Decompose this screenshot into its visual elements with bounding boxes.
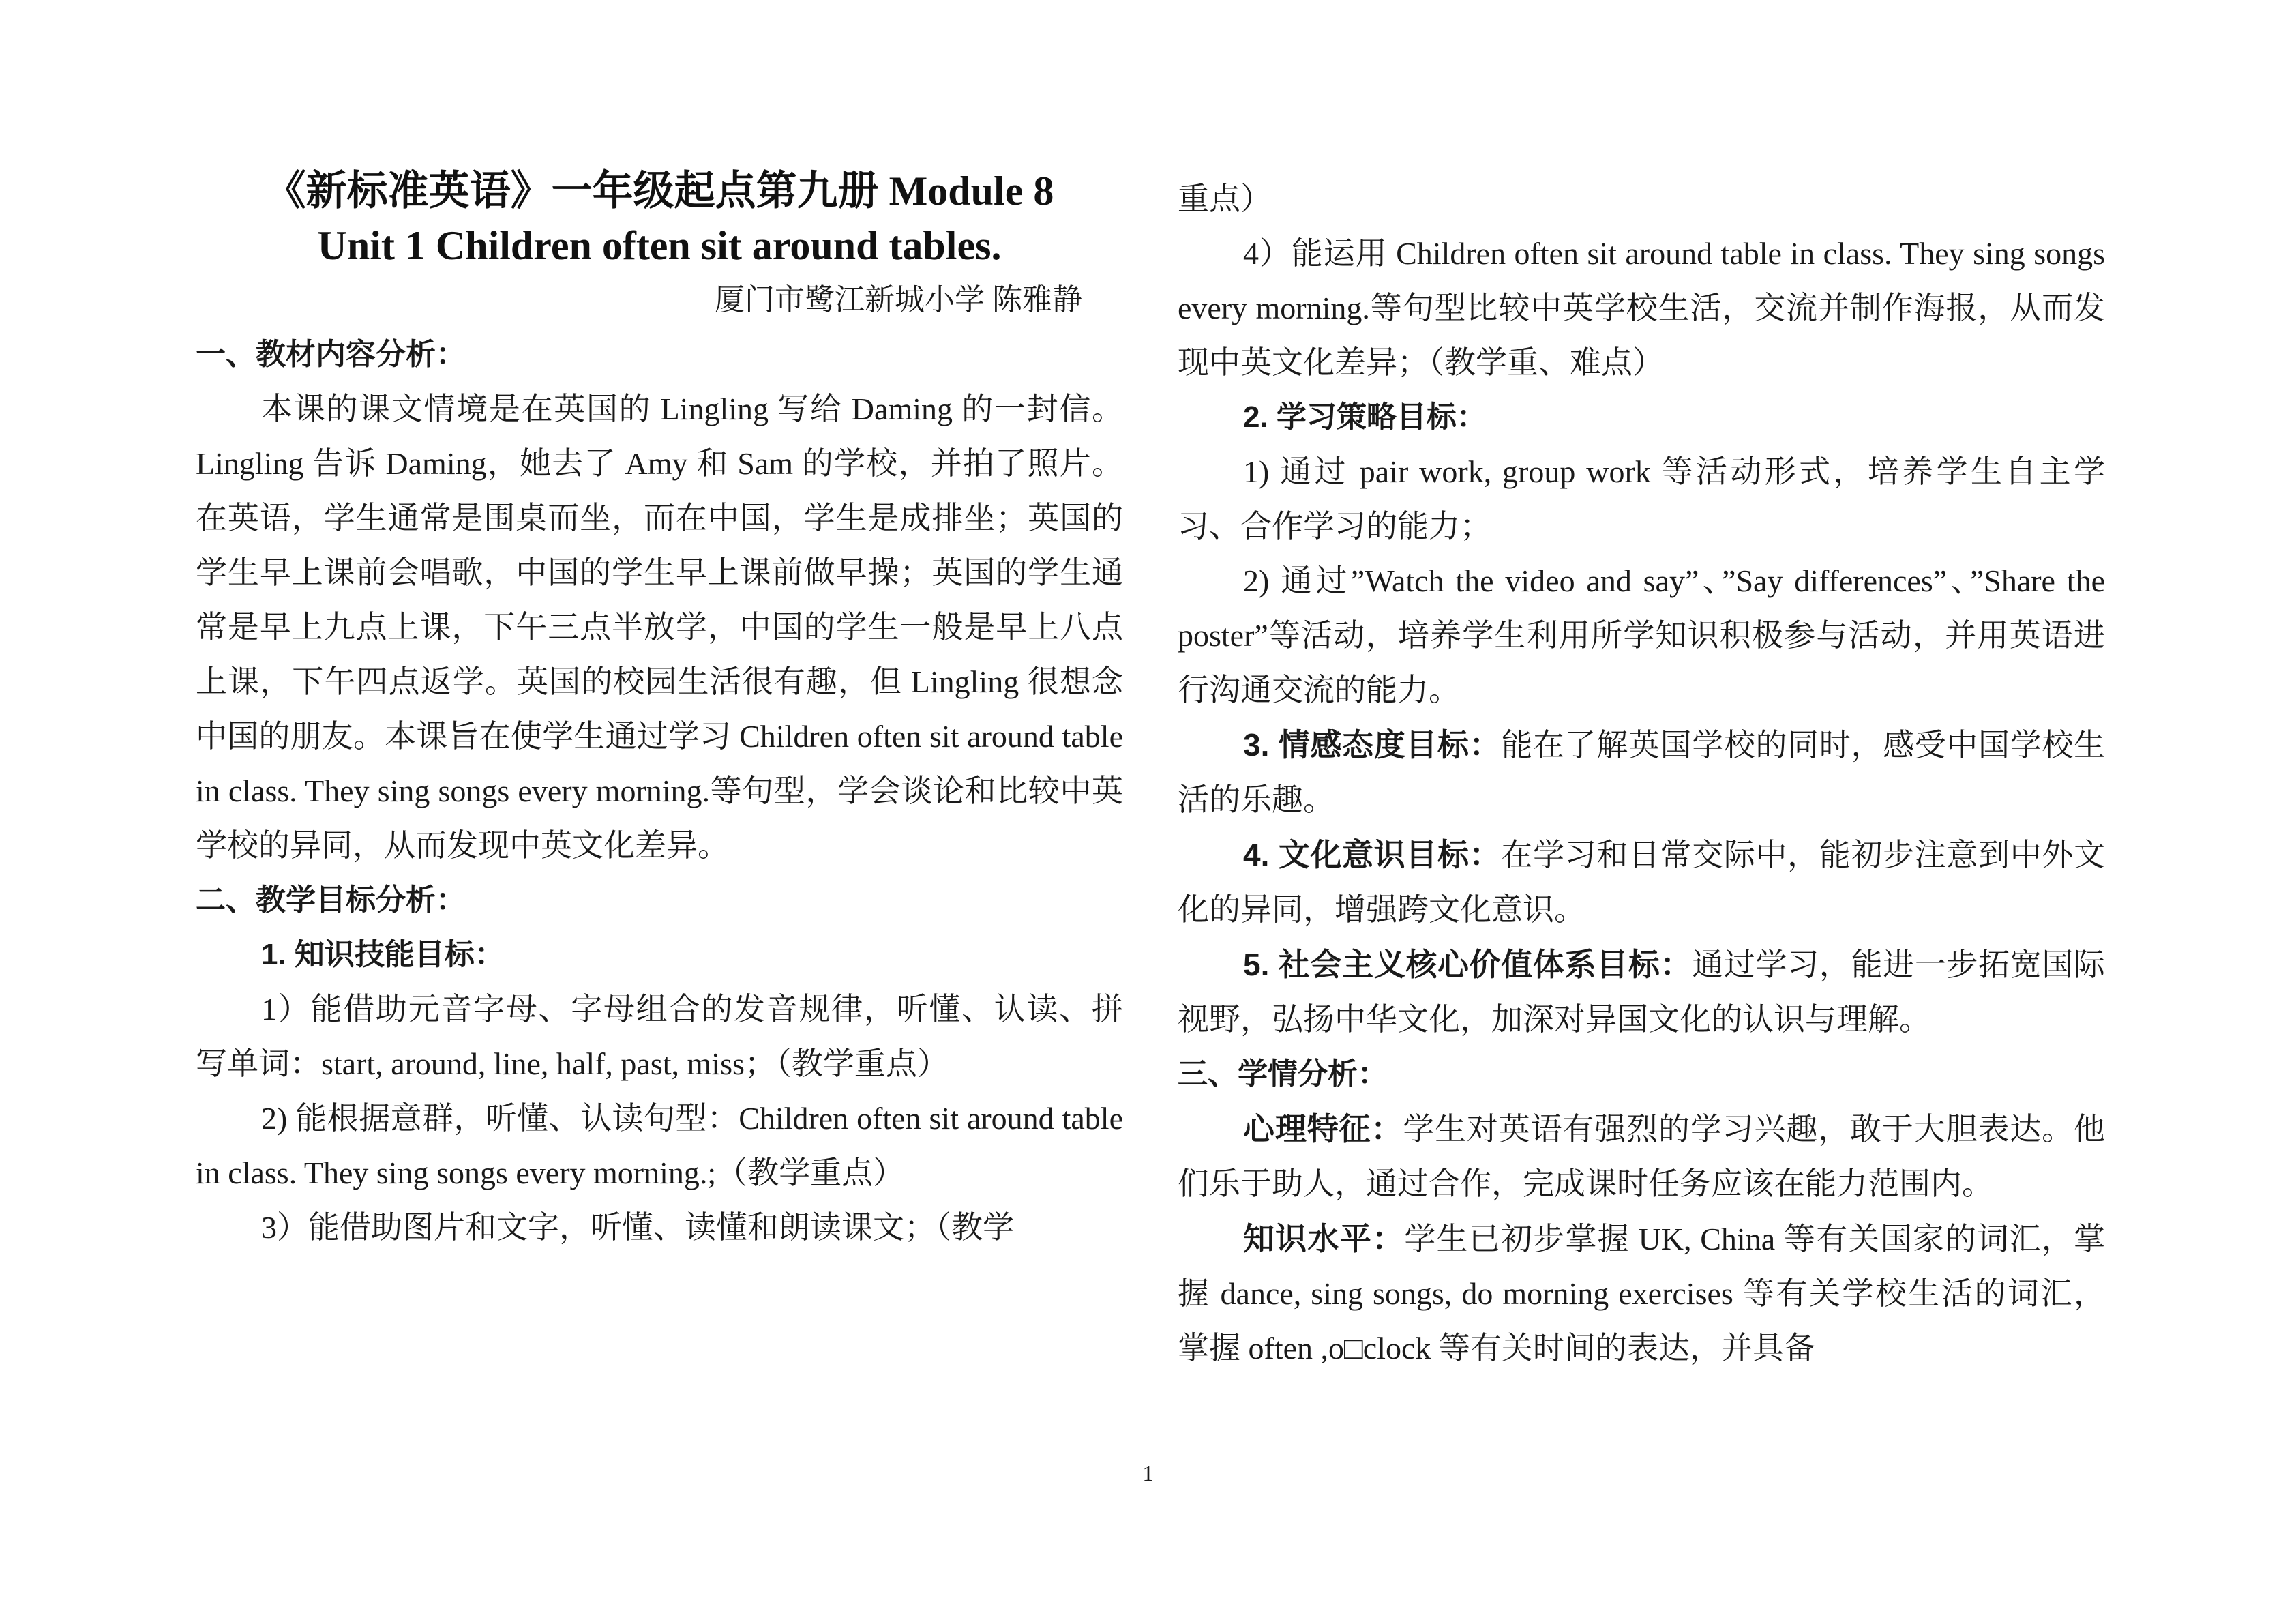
goal-1-item-4: 4）能运用 Children often sit around table in class. They sing songs every morning.等句型比较中英学校生活，交流并制作海报，从而发现中英文化差异；（教学重、难点） <box>1178 236 2105 380</box>
section-1-body: 本课的课文情境是在英国的 Lingling 写给 Daming 的一封信。Lingling 告诉 Daming，她去了 Amy 和 Sam 的学校，并拍了照片。在英语，学生通常是围桌而坐，而在中国，学生是成排坐；英国的学生早上课前会唱歌，中国的学生早上课前做早操；英国的学生通常是早上九点上课，下午三点半放学，中国的学生一般是早上八点上课，下午四点返学。英国的校园生活很有趣，但 Lingling 很想念中国的朋友。本课旨在使学生通过学习 Children often sit around table in class. They sing songs every morning.等句型，学会谈论和比较中英学校的异同，从而发现中英文化差异。 <box>196 392 1123 863</box>
title-line-1: 《新标准英语》一年级起点第九册 Module 8 <box>265 168 1054 213</box>
knowledge-body: 学生已初步掌握 UK, China 等有关国家的词汇，掌握 dance, sing songs, do morning exercises 等有关学校生活的词汇，掌握 often ,o□clock 等有关时间的表达，并具备 <box>1178 1222 2105 1365</box>
goal-2-item-2: 2) 通过”Watch the video and say”、”Say differences”、”Share the poster”等活动，培养学生利用所学知识积极参与活动，并用英语进行沟通交流的能力。 <box>1178 563 2105 707</box>
knowledge-lead: 知识水平： <box>1243 1221 1405 1256</box>
goal-5-body: 通过学习，能进一步拓宽国际视野，弘扬中华文化，加深对异国文化的认识与理解。 <box>1178 947 2105 1037</box>
goal-5-lead: 5. 社会主义核心价值体系目标： <box>1243 947 1693 982</box>
goal-3 <box>1178 718 2105 827</box>
goal-1-item-3: 3）能借助图片和文字，听懂、读懂和朗读课文；（教学 <box>261 1210 1014 1245</box>
goal-1-item-2: 2) 能根据意群，听懂、认读句型：Children often sit around table in class. They sing songs every morning.;（教学重点） <box>196 1101 1123 1190</box>
document-title <box>196 164 1123 273</box>
section-1-heading: 一、教材内容分析： <box>196 338 466 371</box>
psychology-paragraph <box>1178 1102 2105 1211</box>
psychology-lead: 心理特征： <box>1243 1111 1403 1147</box>
page-number: 1 <box>1142 1461 1154 1486</box>
goal-1-heading: 1. 知识技能目标： <box>261 938 505 971</box>
goal-3-body: 能在了解英国学校的同时，感受中国学校生活的乐趣。 <box>1178 728 2105 817</box>
goal-2-heading: 2. 学习策略目标： <box>1243 400 1487 434</box>
psychology-body: 学生对英语有强烈的学习兴趣，敢于大胆表达。他们乐于助人，通过合作，完成课时任务应该在能力范围内。 <box>1178 1112 2106 1201</box>
knowledge-paragraph <box>1178 1211 2105 1376</box>
left-column <box>196 164 1123 1255</box>
goal-5 <box>1178 937 2105 1047</box>
continued-line: 重点） <box>1178 181 1272 216</box>
section-2-heading: 二、教学目标分析： <box>196 883 466 917</box>
goal-2-item-1: 1) 通过 pair work, group work 等活动形式，培养学生自主学习、合作学习的能力； <box>1178 454 2105 544</box>
goal-4 <box>1178 827 2105 937</box>
goal-4-body: 在学习和日常交际中，能初步注意到中外文化的异同，增强跨文化意识。 <box>1178 838 2105 927</box>
section-3-heading: 三、学情分析： <box>1178 1057 1388 1091</box>
goal-1-item-1: 1）能借助元音字母、字母组合的发音规律，听懂、认读、拼写单词：start, around, line, half, past, miss；（教学重点） <box>196 992 1123 1081</box>
title-line-2: Unit 1 Children often sit around tables. <box>317 223 1002 268</box>
goal-4-lead: 4. 文化意识目标： <box>1243 837 1502 872</box>
goal-3-lead: 3. 情感态度目标： <box>1243 727 1502 763</box>
right-column <box>1178 172 2105 1376</box>
author-line: 厦门市鹭江新城小学 陈雅静 <box>715 283 1082 316</box>
